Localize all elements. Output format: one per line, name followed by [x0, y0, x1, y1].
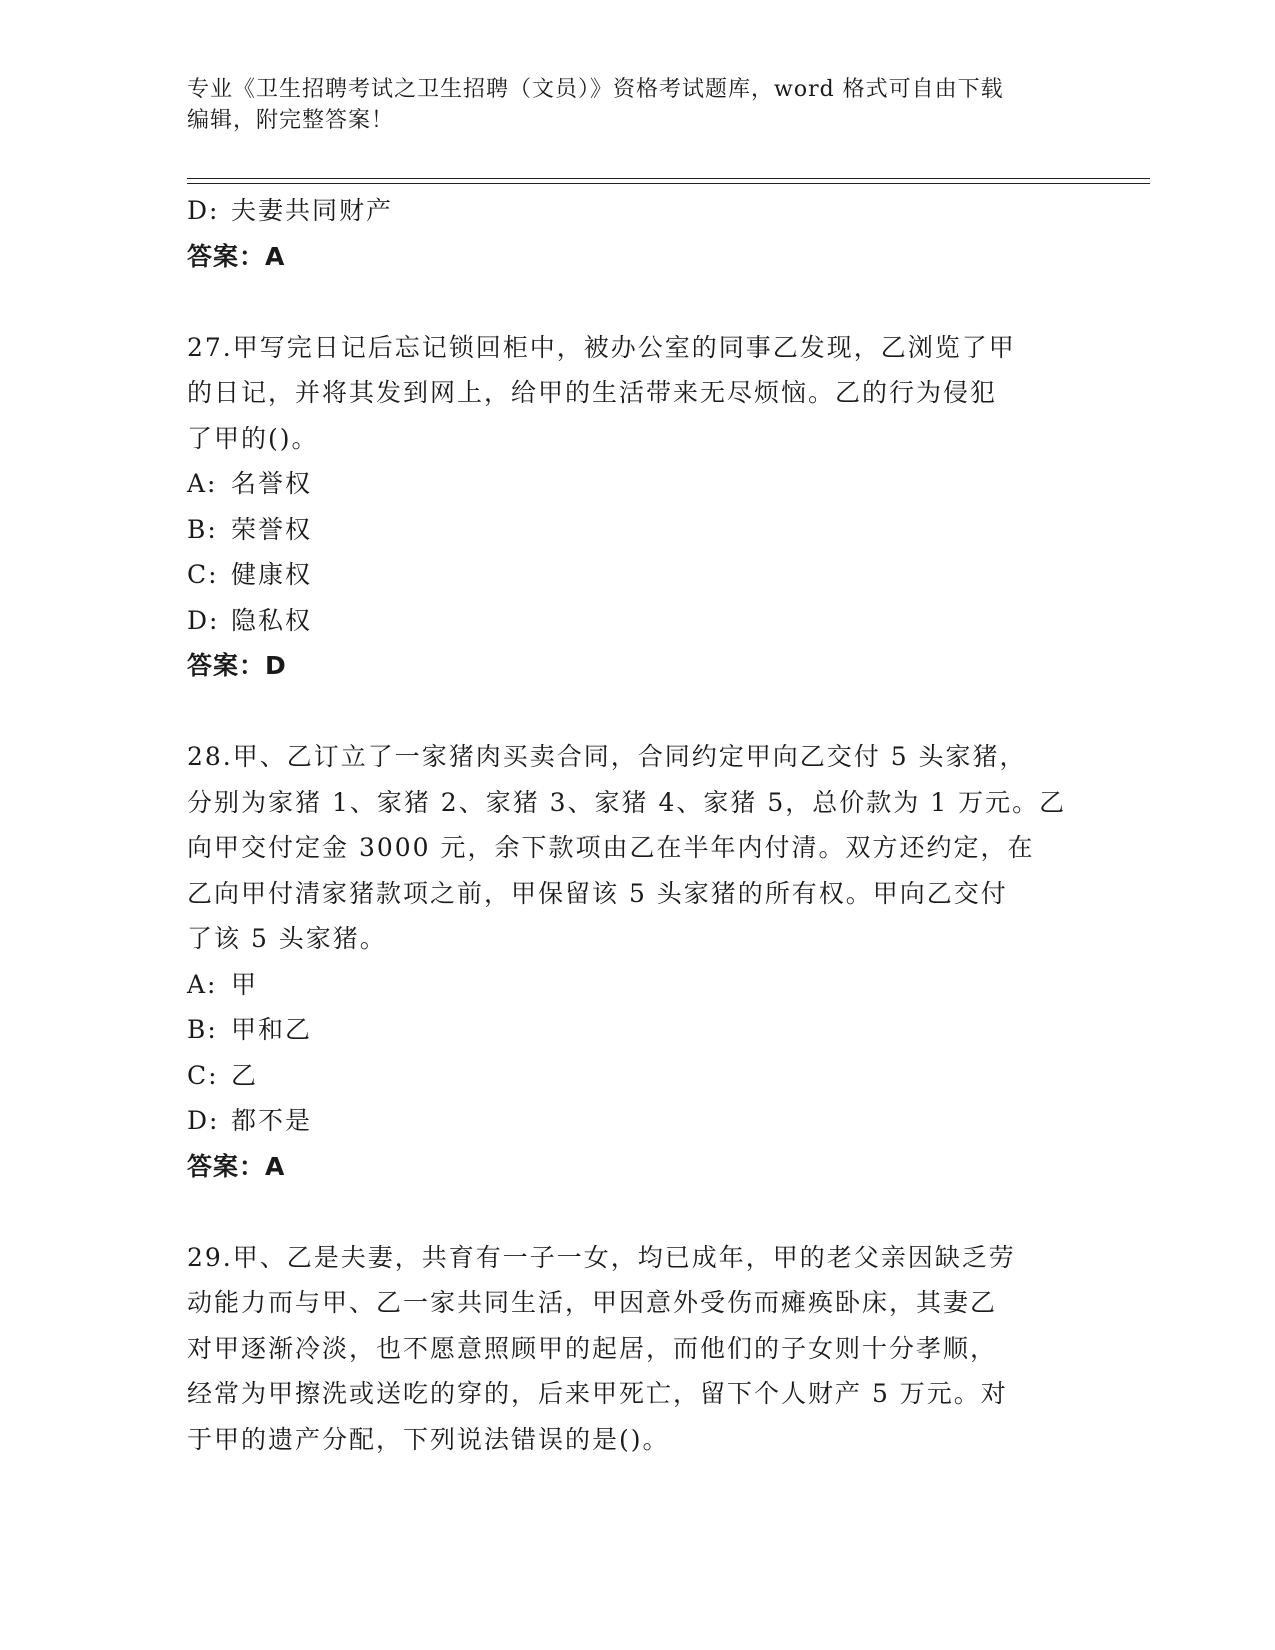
option-d — [187, 188, 1087, 234]
header-divider-top — [187, 178, 1150, 179]
option-d — [187, 1098, 1087, 1144]
option-d — [187, 598, 1087, 644]
spacer — [187, 279, 1087, 325]
header-line-1: 专业《卫生招聘考试之卫生招聘（文员）》资格考试题库，word 格式可自由下载 — [187, 77, 1004, 102]
question-stem-line: 分别为家猪 1、家猪 2、家猪 3、家猪 4、家猪 5，总价款为 1 万元。乙 — [187, 787, 1067, 817]
option-text: 健康权 — [231, 560, 313, 589]
question-28 — [187, 734, 1087, 1189]
option-letter: D: — [187, 605, 220, 635]
question-stem-line: 动能力而与甲、乙一家共同生活，甲因意外受伤而瘫痪卧床，其妻乙 — [187, 1288, 998, 1317]
option-letter: D: — [187, 196, 220, 225]
option-letter: C: — [187, 560, 219, 589]
option-letter: B: — [187, 514, 218, 544]
header-line-2: 编辑，附完整答案！ — [187, 108, 395, 133]
option-letter: D: — [187, 1106, 220, 1135]
option-text: 甲 — [231, 969, 259, 999]
header-divider-bottom — [187, 183, 1150, 184]
option-a — [187, 962, 1087, 1008]
question-stem-line: 于甲的遗产分配，下列说法错误的是()。 — [187, 1424, 670, 1454]
question-stem-line: 28.甲、乙订立了一家猪肉买卖合同，合同约定甲向乙交付 5 头家猪， — [187, 742, 1027, 771]
question-stem-line: 了甲的()。 — [187, 423, 319, 453]
option-letter: B: — [187, 1015, 218, 1044]
option-text: 隐私权 — [231, 605, 313, 635]
question-stem-line: 向甲交付定金 3000 元，余下款项由乙在半年内付清。双方还约定，在 — [187, 833, 1035, 862]
option-c — [187, 552, 1087, 598]
option-text: 荣誉权 — [231, 514, 313, 544]
question-stem-line: 29.甲、乙是夫妻，共育有一子一女，均已成年，甲的老父亲因缺乏劳 — [187, 1242, 1016, 1272]
question-stem-line: 对甲逐渐冷淡，也不愿意照顾甲的起居，而他们的子女则十分孝顺， — [187, 1333, 998, 1363]
option-c — [187, 1053, 1087, 1099]
question-stem-line: 27.甲写完日记后忘记锁回柜中，被办公室的同事乙发现，乙浏览了甲 — [187, 332, 1016, 362]
option-text: 名誉权 — [231, 469, 313, 498]
spacer — [187, 689, 1087, 735]
question-stem-line: 乙向甲付清家猪款项之前，甲保留该 5 头家猪的所有权。甲向乙交付 — [187, 878, 1008, 908]
question-content — [187, 188, 1087, 1462]
answer-line: 答案：A — [187, 241, 286, 271]
option-text: 乙 — [231, 1060, 259, 1090]
option-a — [187, 461, 1087, 507]
option-letter: C: — [187, 1060, 219, 1090]
option-b — [187, 1007, 1087, 1053]
document-header — [187, 74, 1067, 136]
option-text: 甲和乙 — [231, 1015, 313, 1044]
question-29 — [187, 1235, 1087, 1463]
question-stem-line: 经常为甲擦洗或送吃的穿的，后来甲死亡，留下个人财产 5 万元。对 — [187, 1379, 1008, 1408]
answer-line: 答案：D — [187, 651, 287, 680]
question-27 — [187, 325, 1087, 689]
option-b — [187, 507, 1087, 553]
option-letter: A: — [187, 969, 218, 999]
option-text: 都不是 — [231, 1106, 313, 1135]
option-letter: A: — [187, 469, 218, 498]
answer-line: 答案：A — [187, 1151, 286, 1181]
option-text: 夫妻共同财产 — [231, 196, 394, 225]
question-stem-line: 了该 5 头家猪。 — [187, 924, 387, 953]
question-stem-line: 的日记，并将其发到网上，给甲的生活带来无尽烦恼。乙的行为侵犯 — [187, 378, 998, 407]
spacer — [187, 1189, 1087, 1235]
